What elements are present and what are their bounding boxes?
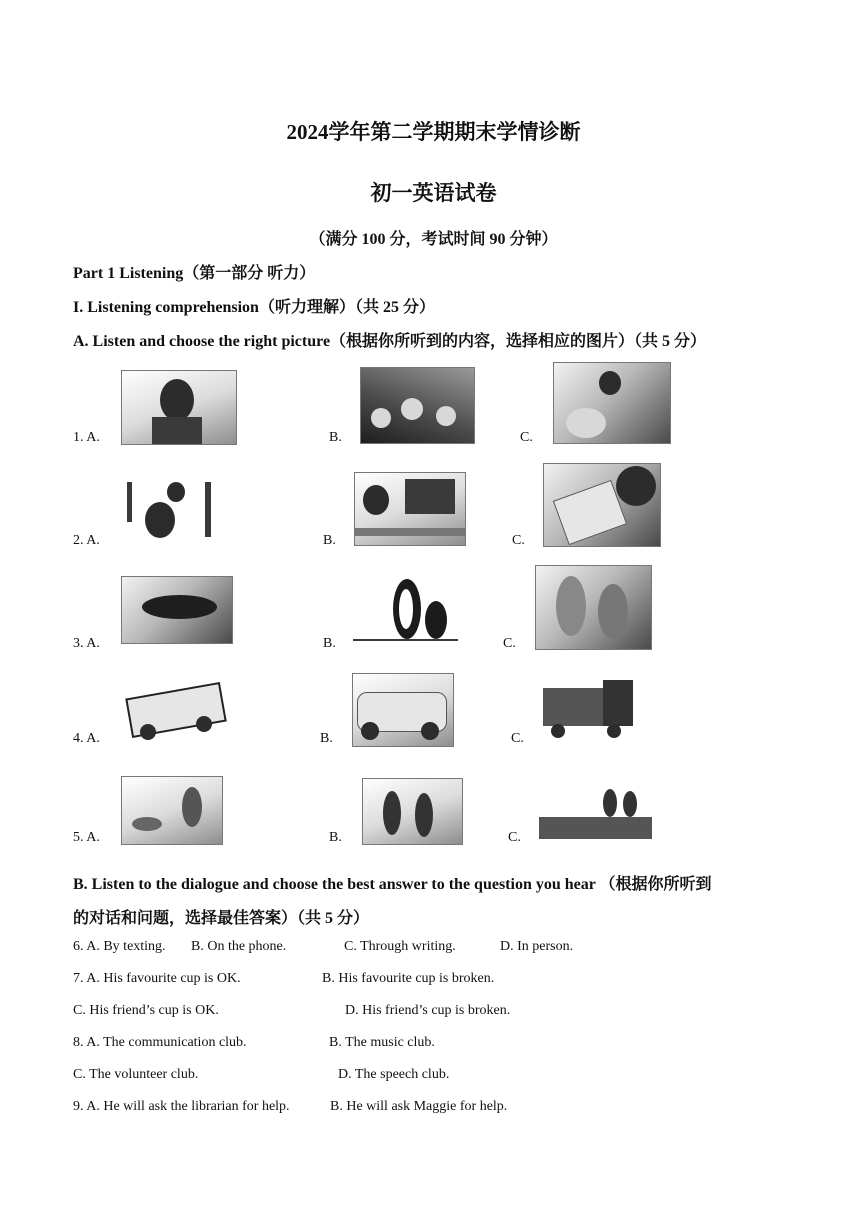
q1-label-b: B.: [329, 430, 342, 445]
section-a-heading: A. Listen and choose the right picture（根据你所听到的内容，选择相应的图片）（共 5 分）: [73, 333, 707, 350]
q7-option-b: B. His favourite cup is broken.: [322, 971, 495, 986]
q5-picture-c: [539, 783, 652, 843]
q3-label-c: C.: [503, 636, 516, 651]
q3-label-b: B.: [323, 636, 336, 651]
q9-option-a: 9. A. He will ask the librarian for help.: [73, 1099, 290, 1114]
q6-option-a: 6. A. By texting.: [73, 939, 166, 954]
q5-label-b: B.: [329, 830, 342, 845]
q1-picture-b: [360, 367, 475, 444]
part1-heading: Part 1 Listening（第一部分 听力）: [73, 265, 316, 282]
q3-picture-b: [353, 575, 458, 645]
q2-picture-c: [543, 463, 661, 547]
q3-picture-a: [121, 576, 233, 644]
q4-picture-c: [541, 674, 637, 742]
q2-label: 2. A.: [73, 533, 100, 548]
q2-picture-b: [354, 472, 466, 546]
q4-picture-b: [352, 673, 454, 747]
q4-picture-a: [120, 672, 228, 744]
q3-picture-c: [535, 565, 652, 650]
q8-option-a: 8. A. The communication club.: [73, 1035, 247, 1050]
q4-label-c: C.: [511, 731, 524, 746]
section-b-heading-line2: 的对话和问题，选择最佳答案）（共 5 分）: [73, 910, 370, 927]
q6-option-c: C. Through writing.: [344, 939, 456, 954]
q5-picture-a: [121, 776, 223, 845]
q6-option-b: B. On the phone.: [191, 939, 287, 954]
q4-label-b: B.: [320, 731, 333, 746]
q1-picture-a: [121, 370, 237, 445]
q1-picture-c: [553, 362, 671, 444]
q8-option-d: D. The speech club.: [338, 1067, 450, 1082]
q8-option-c: C. The volunteer club.: [73, 1067, 199, 1082]
q6-option-d: D. In person.: [500, 939, 574, 954]
q2-label-b: B.: [323, 533, 336, 548]
section-i-heading: I. Listening comprehension（听力理解）（共 25 分）: [73, 299, 435, 316]
exam-title: 2024学年第二学期期末学情诊断: [286, 120, 581, 144]
q7-option-a: 7. A. His favourite cup is OK.: [73, 971, 241, 986]
q1-label: 1. A.: [73, 430, 100, 445]
q1-label-c: C.: [520, 430, 533, 445]
q9-option-b: B. He will ask Maggie for help.: [330, 1099, 508, 1114]
q5-label: 5. A.: [73, 830, 100, 845]
q2-label-c: C.: [512, 533, 525, 548]
q7-option-d: D. His friend’s cup is broken.: [345, 1003, 511, 1018]
q4-label: 4. A.: [73, 731, 100, 746]
q5-label-c: C.: [508, 830, 521, 845]
q7-option-c: C. His friend’s cup is OK.: [73, 1003, 219, 1018]
section-b-heading-line1: B. Listen to the dialogue and choose the best answer to the question you hear （根据你所听到: [73, 876, 712, 893]
q8-option-b: B. The music club.: [329, 1035, 435, 1050]
q2-picture-a: [121, 472, 231, 547]
exam-subtitle: 初一英语试卷: [370, 181, 497, 205]
q5-picture-b: [362, 778, 463, 845]
exam-info: （满分 100 分，考试时间 90 分钟）: [309, 231, 558, 248]
q3-label: 3. A.: [73, 636, 100, 651]
